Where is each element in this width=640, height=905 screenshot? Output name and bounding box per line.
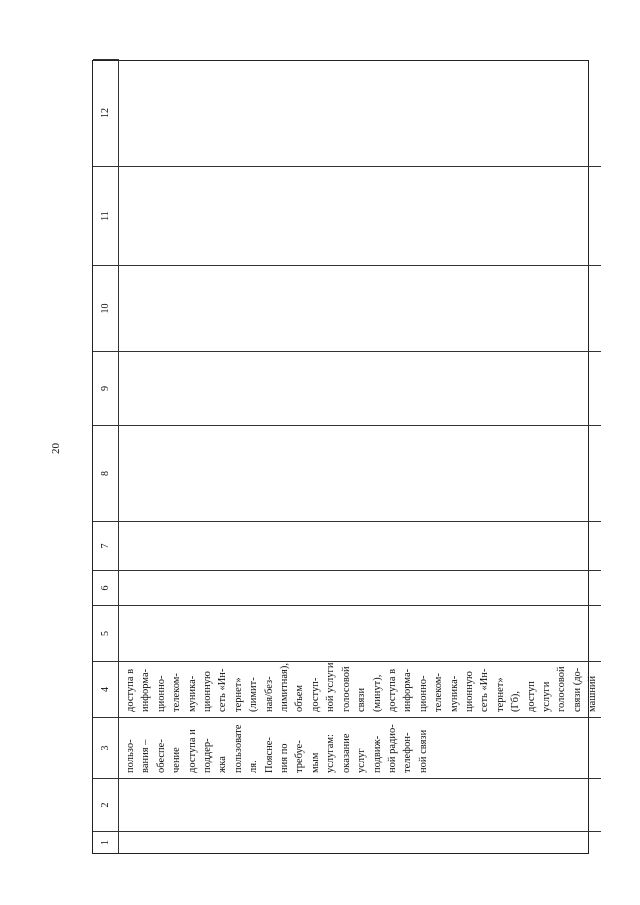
table-cell-1 bbox=[119, 831, 601, 853]
table-cell-11 bbox=[119, 166, 601, 265]
column-header-4: 4 bbox=[93, 661, 119, 717]
table-cell-2 bbox=[119, 778, 601, 831]
column-header-9: 9 bbox=[93, 351, 119, 425]
column-header-6: 6 bbox=[93, 570, 119, 605]
table-cell-4: доступа в информа- ционно- телеком- муника- ционную сеть «Ин- тернет» (лимит- ная/без- лимитная), объем доступ- ной услуги голосовой связи (минут), доступа в информа- ционно- телеком- муника- ционную сеть «Ин- тернет» (Гб), доступ услуги голосовой связи (до- машний bbox=[119, 661, 601, 717]
table-cell-8 bbox=[119, 425, 601, 521]
table-cell-12 bbox=[119, 59, 601, 166]
page-number: 20 bbox=[50, 443, 62, 454]
data-table bbox=[92, 60, 599, 854]
table-cell-7 bbox=[119, 521, 601, 570]
column-header-1: 1 bbox=[93, 831, 119, 853]
table-cell-10 bbox=[119, 265, 601, 351]
column-header-12: 12 bbox=[93, 59, 119, 166]
column-header-3: 3 bbox=[93, 717, 119, 778]
table-frame bbox=[92, 60, 599, 854]
table-cell-3: пользо- вания – обеспе- чение доступа и поддер- жка пользовате ля. Поясне- ния по требуе- мым услугам: оказание услуг подвиж- ной радио- телефон- ной связи bbox=[119, 717, 601, 778]
table-cell-6 bbox=[119, 570, 601, 605]
column-header-11: 11 bbox=[93, 166, 119, 265]
column-header-10: 10 bbox=[93, 265, 119, 351]
column-header-8: 8 bbox=[93, 425, 119, 521]
table-cell-5 bbox=[119, 605, 601, 661]
column-header-2: 2 bbox=[93, 778, 119, 831]
table-cell-9 bbox=[119, 351, 601, 425]
column-header-5: 5 bbox=[93, 605, 119, 661]
column-header-7: 7 bbox=[93, 521, 119, 570]
